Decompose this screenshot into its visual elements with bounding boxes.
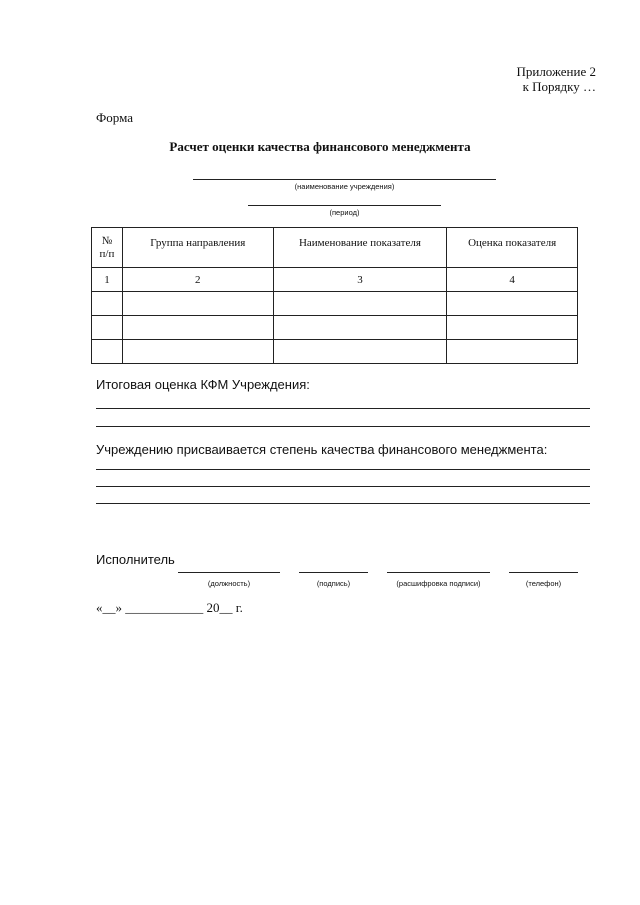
numbering-cell: 3 — [273, 268, 447, 292]
signature-line — [299, 572, 368, 573]
table-cell[interactable] — [447, 340, 578, 364]
score-table — [91, 227, 578, 364]
table-numbering-row — [92, 268, 578, 292]
date-line: «__» ____________ 20__ г. — [96, 600, 243, 615]
quality-degree-line-3 — [96, 503, 590, 504]
header-group: Группа направления — [122, 228, 273, 268]
signature-caption: (подпись) — [316, 579, 351, 588]
table-cell[interactable] — [122, 340, 273, 364]
phone-caption: (телефон) — [525, 579, 562, 588]
quality-degree-label: Учреждению присваивается степень качества финансового менеджмента: — [96, 442, 548, 457]
numbering-cell: 2 — [122, 268, 273, 292]
final-score-label: Итоговая оценка КФМ Учреждения: — [96, 377, 310, 392]
institution-caption: (наименование учреждения) — [294, 182, 395, 191]
quality-degree-line-1 — [96, 469, 590, 470]
appendix-line-2: к Порядку … — [522, 79, 596, 94]
position-line — [178, 572, 280, 573]
signature-decoding-line — [387, 572, 490, 573]
numbering-cell: 4 — [447, 268, 578, 292]
table-cell[interactable] — [122, 316, 273, 340]
phone-line — [509, 572, 578, 573]
document-title: Расчет оценки качества финансового менеджмента — [169, 139, 471, 154]
header-indicator-score: Оценка показателя — [447, 228, 578, 268]
table-row — [92, 292, 578, 316]
table-cell[interactable] — [447, 316, 578, 340]
table-cell[interactable] — [122, 292, 273, 316]
appendix-header — [516, 64, 596, 94]
final-score-line-1 — [96, 408, 590, 409]
signature-decoding-caption: (расшифровка подписи) — [396, 579, 481, 588]
table-header-row — [92, 228, 578, 268]
table-cell[interactable] — [273, 316, 447, 340]
position-caption: (должность) — [207, 579, 251, 588]
table-cell[interactable] — [92, 292, 123, 316]
quality-degree-line-2 — [96, 486, 590, 487]
period-caption: (период) — [329, 208, 360, 217]
header-indicator-name: Наименование показателя — [273, 228, 447, 268]
institution-name-line — [193, 179, 496, 180]
numbering-cell: 1 — [92, 268, 123, 292]
table-cell[interactable] — [92, 340, 123, 364]
form-label: Форма — [96, 110, 133, 125]
executor-label: Исполнитель — [96, 552, 175, 567]
table-row — [92, 316, 578, 340]
final-score-line-2 — [96, 426, 590, 427]
period-line — [248, 205, 441, 206]
table-cell[interactable] — [273, 292, 447, 316]
table-cell[interactable] — [92, 316, 123, 340]
table-row — [92, 340, 578, 364]
table-cell[interactable] — [447, 292, 578, 316]
table-cell[interactable] — [273, 340, 447, 364]
appendix-line-1: Приложение 2 — [516, 64, 596, 79]
header-number: № п/п — [92, 228, 123, 268]
